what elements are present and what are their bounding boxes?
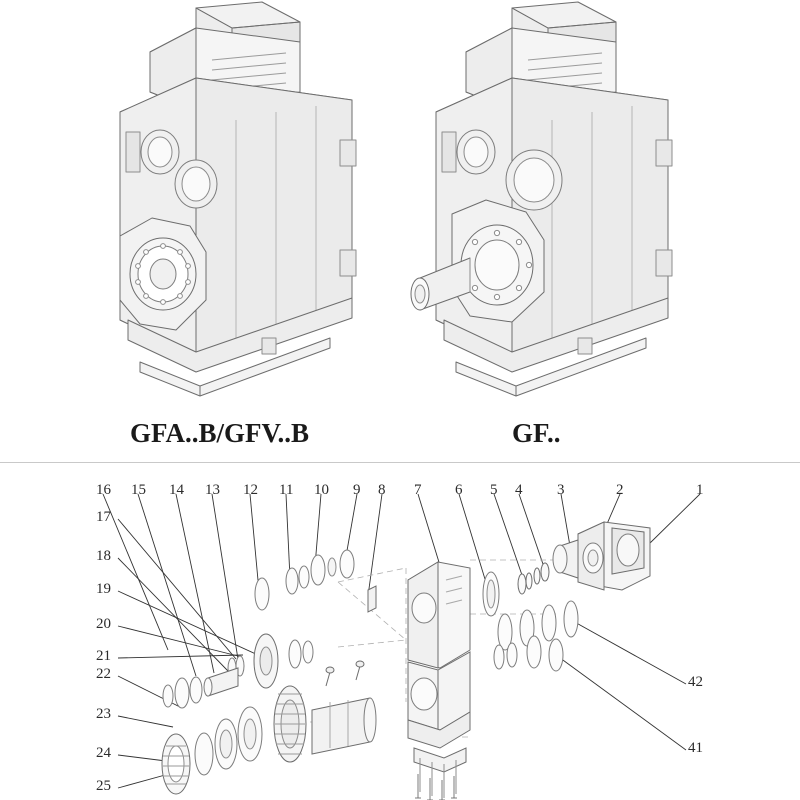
callout-4: 4 [515,482,523,498]
caption-gearbox-right: GF.. [512,418,561,448]
caption-gearbox-left: GFA..B/GFV..B [130,418,310,448]
callout-13: 13 [205,482,220,498]
callout-6: 6 [455,482,463,498]
callout-24: 24 [96,745,111,761]
callout-2: 2 [616,482,624,498]
callout-14: 14 [169,482,184,498]
callout-11: 11 [279,482,294,498]
callout-42: 42 [688,674,703,690]
callout-7: 7 [414,482,422,498]
exploded-diagram-svg [0,462,800,800]
callout-19: 19 [96,581,111,597]
callout-1: 1 [696,482,704,498]
right-small-parts [483,563,578,671]
callout-18: 18 [96,548,111,564]
housing-bolts [415,774,457,800]
callout-16: 16 [96,482,111,498]
top-small-parts [255,550,376,612]
housing-body [408,562,470,798]
callout-8: 8 [378,482,386,498]
callout-25: 25 [96,778,111,794]
callout-9: 9 [353,482,361,498]
callout-41: 41 [688,740,703,756]
leader-lines-right [556,620,686,750]
callout-23: 23 [96,706,111,722]
callout-22: 22 [96,666,111,682]
callout-3: 3 [557,482,565,498]
callout-15: 15 [131,482,146,498]
callout-10: 10 [314,482,329,498]
exploded-view-section [0,462,800,800]
callout-17: 17 [96,509,111,525]
callout-12: 12 [243,482,258,498]
gearbox-view-left [120,2,356,396]
callout-5: 5 [490,482,498,498]
gearbox-view-right [411,2,672,396]
callout-20: 20 [96,616,111,632]
callout-21: 21 [96,648,111,664]
